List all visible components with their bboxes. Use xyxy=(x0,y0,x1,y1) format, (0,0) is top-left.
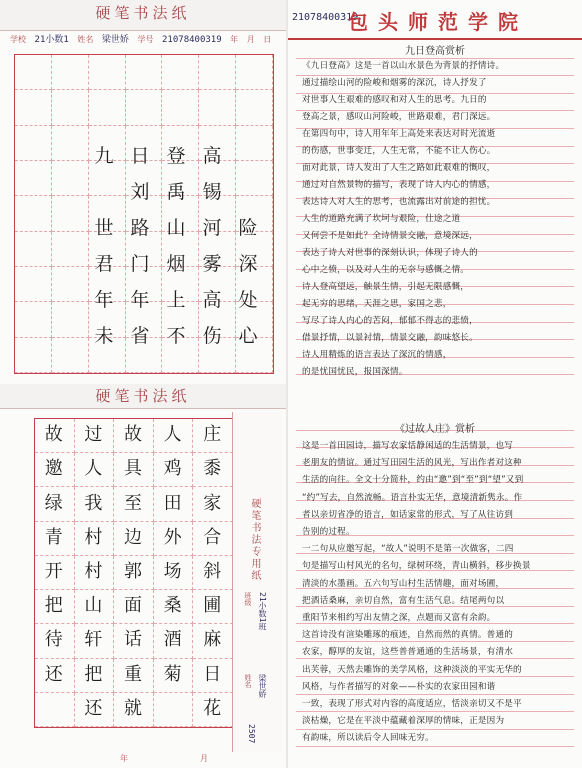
sheet-banner-title: 硬笔书法纸 xyxy=(95,4,191,22)
poem-column-char: 外 xyxy=(163,526,182,548)
essay-line: 清淡的水墨画。五六句写山村生活情趣，面对场圃， xyxy=(302,578,505,589)
school-label: 学校 xyxy=(10,35,26,44)
poem-column-char: 菊 xyxy=(163,663,182,685)
poem-column-char: 花 xyxy=(203,697,222,719)
poem-author-char: 禹 xyxy=(166,181,186,203)
poem-author-char: 刘 xyxy=(130,181,150,203)
name-label: 姓名 xyxy=(77,35,94,44)
grid-cell xyxy=(52,126,89,161)
poem-column-char: 山 xyxy=(84,595,103,617)
essay-line: 生活的向往。全文十分简朴，约由“邀”到“至”到“望”又到 xyxy=(302,475,524,486)
essay-line: 诗人用精炼的语言表达了深沉的情感， xyxy=(302,350,452,360)
poem-line-char: 险 xyxy=(238,217,258,239)
grid-cell xyxy=(15,161,52,196)
poem-line-char: 烟 xyxy=(166,253,186,275)
grid-cell xyxy=(15,267,52,302)
essay-line: 对世事人生艰难的感叹和对人生的思考。九日的 xyxy=(302,95,487,105)
sheet-meta-row xyxy=(10,32,276,48)
essay-line: 者以亲切省净的语言，如话家常的形式，写了从往访到 xyxy=(302,509,514,520)
essay-line: 淡枯燥，它是在平淡中蕴藏着深厚的情味，正是因为 xyxy=(302,716,505,727)
class-label: 班级 xyxy=(244,592,252,606)
poem-column-char: 人 xyxy=(84,458,103,480)
essay-line: 出芙蓉，天然去雕饰的美学风格，这种淡淡的平实无华的 xyxy=(302,664,522,675)
poem-column-char: 就 xyxy=(124,697,142,719)
poem-column-char: 合 xyxy=(203,526,222,548)
class-handwritten: 21小数1班 xyxy=(258,592,267,631)
essay-title: 九日登高赏析 xyxy=(405,46,465,57)
footer-month: 月 xyxy=(200,754,208,763)
essay-line: 在第四句中，诗人用年年上高处来表达对时光流逝 xyxy=(302,129,496,139)
poem-line-char: 未 xyxy=(94,325,114,347)
student-no-handwritten: 21078400319 xyxy=(162,35,222,45)
poem-title-char: 日 xyxy=(130,145,150,167)
poem-line-char: 年 xyxy=(94,289,114,311)
essay-line: 写尽了诗人内心的苦闷，郁郁不得志的悲愤， xyxy=(302,316,478,326)
poem-column-char: 还 xyxy=(44,663,63,685)
grid-cell xyxy=(126,55,163,90)
poem-column-char: 郭 xyxy=(124,561,142,582)
poem-column-char: 至 xyxy=(124,492,142,514)
grid-cell xyxy=(199,55,236,90)
top-left-calligraphy-sheet xyxy=(0,0,286,384)
essay-line: 借景抒情，以景衬情，情景交融，韵味悠长。 xyxy=(302,333,478,343)
poem-title-char: 高 xyxy=(202,145,222,167)
essay-line: 表达了诗人对世事的深刻认识，体现了诗人的 xyxy=(302,248,478,258)
grid-cell xyxy=(52,338,89,373)
poem-column-char: 开 xyxy=(44,561,63,582)
poem-line-char: 路 xyxy=(130,217,150,239)
college-header xyxy=(288,0,582,40)
essay-line: 《九日登高》这是一首以山水景色为背景的抒情诗。 xyxy=(302,61,505,71)
poem-column-char: 斜 xyxy=(203,561,222,582)
grid-cell xyxy=(52,302,89,337)
grid-cell xyxy=(236,90,273,125)
grid-cell xyxy=(15,90,52,125)
grid-cell xyxy=(236,161,273,196)
poem-line-char: 上 xyxy=(166,289,186,311)
essay-line: 风格，与作者描写的对象——朴实的农家田园和谐 xyxy=(302,681,496,692)
poem-line-char: 省 xyxy=(130,325,150,347)
poem-column-char: 日 xyxy=(203,663,222,685)
poem-line-char: 河 xyxy=(202,217,222,239)
poem-line-char: 不 xyxy=(166,325,186,347)
grid-cell xyxy=(35,693,75,727)
essay-line: 诗人登高望远，触景生情，引起无限感慨， xyxy=(302,282,470,292)
poem-column-char: 我 xyxy=(84,492,103,514)
college-name: 包头师范学院 xyxy=(348,10,528,34)
essay-line: 又何尝不是如此？全诗情景交融，意境深远， xyxy=(302,231,478,241)
poem-column-char: 田 xyxy=(163,492,182,514)
essay-line: 人生的道路充满了坎坷与艰险，仕途之道 xyxy=(302,214,461,224)
poem-column-char: 待 xyxy=(44,629,63,651)
poem-line-char: 心 xyxy=(238,325,258,347)
poem-column-char: 桑 xyxy=(163,595,182,617)
poem-column-char: 把 xyxy=(84,663,103,685)
poem-column-char: 过 xyxy=(84,424,103,446)
poem-column-char: 还 xyxy=(84,697,103,719)
essay-line: 老朋友的情谊。通过写田园生活的风光，写出作者对这种 xyxy=(302,458,522,469)
sheet-banner xyxy=(0,384,286,409)
poem-column-char: 故 xyxy=(124,424,142,446)
poem-title-char: 登 xyxy=(166,145,186,167)
essay-line: 通过对自然景物的描写，表现了诗人内心的情感， xyxy=(302,180,496,190)
poem-column-char: 鸡 xyxy=(163,458,182,480)
poem-column-char: 面 xyxy=(124,595,142,617)
side-title: 硬笔书法专用纸 xyxy=(249,498,260,582)
essay-line: 一二句从应邀写起，“故人”说明不是第一次做客，二四 xyxy=(302,544,514,555)
essay-line: 登高之景，感叹山河险峻，世路艰难，君门深远。 xyxy=(302,112,496,122)
grid-cell xyxy=(52,232,89,267)
student-no-label: 学号 xyxy=(137,35,154,44)
grid-cell xyxy=(15,302,52,337)
number-handwritten: 2507 xyxy=(247,724,256,744)
footer-year: 年 xyxy=(120,754,128,763)
sheet-banner-title: 硬笔书法纸 xyxy=(95,387,191,405)
grid-cell xyxy=(15,338,52,373)
poem-column-char: 故 xyxy=(44,424,63,446)
poem-line-char: 高 xyxy=(202,289,222,311)
poem-line-char: 山 xyxy=(166,217,186,239)
poem-line-char: 处 xyxy=(238,289,258,311)
student-id-handwritten: 21078400319 xyxy=(292,12,359,23)
side-strip xyxy=(232,412,283,752)
poem-line-char: 年 xyxy=(130,289,150,311)
grid-cell xyxy=(15,196,52,231)
poem-column-char: 家 xyxy=(203,492,222,514)
grid-cell xyxy=(15,126,52,161)
poem-column-char: 人 xyxy=(163,424,182,446)
name-label: 姓名 xyxy=(244,674,252,688)
poem-column-char: 轩 xyxy=(84,629,103,651)
poem-column-char: 酒 xyxy=(163,629,182,651)
poem-line-char: 君 xyxy=(94,253,114,275)
grid-cell xyxy=(236,55,273,90)
grid-cell xyxy=(15,232,52,267)
grid-cell xyxy=(52,90,89,125)
essay-line: 农家，醇厚的友谊，这些普普通通的生活场景，有清水 xyxy=(302,647,514,658)
poem-column-char: 村 xyxy=(84,561,103,582)
year-label: 年 xyxy=(230,35,239,44)
poem-column-char: 村 xyxy=(84,526,103,548)
essay-line: 告别的过程。 xyxy=(302,527,355,537)
poem-column-char: 具 xyxy=(124,458,142,480)
day-label: 日 xyxy=(263,35,272,44)
poem-line-char: 伤 xyxy=(202,325,222,347)
name-handwritten: 梁世娇 xyxy=(258,674,267,698)
essay-line: 把酒话桑麻，亲切自然，富有生活气息。结尾两句以 xyxy=(302,595,505,606)
grid-cell xyxy=(52,267,89,302)
essay-line: 起无穷的思绪，天涯之思，家国之悲， xyxy=(302,299,452,309)
essay-line: 这首诗没有渲染雕琢的痕迹，自然而然的真情。普通的 xyxy=(302,630,514,641)
essay-line: 的伤感，世事变迁，人生无常，不能不让人伤心。 xyxy=(302,146,496,156)
poem-column-char: 黍 xyxy=(203,458,222,480)
essay-line: 的是忧国忧民，报国深情。 xyxy=(302,367,408,377)
poem-column-char: 话 xyxy=(124,629,142,651)
essay-line: 重阳节来相约写出友情之深，点题而又富有余韵。 xyxy=(302,613,496,623)
essay-line: 这是一首田园诗，描写农家恬静闲适的生活情景，也写 xyxy=(302,441,514,451)
poem-column-char: 庄 xyxy=(203,424,222,446)
grid-cell xyxy=(199,90,236,125)
essay-line: 表达诗人对人生的思考，也流露出对前途的担忧。 xyxy=(302,197,496,207)
grid-cell xyxy=(162,90,199,125)
poem-line-char: 雾 xyxy=(202,253,222,275)
essay-line: 心中之愤，以及对人生的无奈与感慨之情。 xyxy=(302,265,470,275)
poem-column-char: 圃 xyxy=(203,595,222,617)
grid-cell xyxy=(126,90,163,125)
essay-line: 通过描绘山河的险峻和烟雾的深沉，诗人抒发了 xyxy=(302,78,487,88)
poem-title-char: 九 xyxy=(94,145,114,167)
essay-title: 《过故人庄》赏析 xyxy=(395,424,475,435)
poem-column-char: 边 xyxy=(124,526,142,548)
poem-line-char: 深 xyxy=(238,253,258,275)
grid-cell xyxy=(52,161,89,196)
poem-column-char: 场 xyxy=(163,561,182,582)
top-right-essay-sheet xyxy=(288,0,582,384)
grid-cell xyxy=(52,196,89,231)
poem-column-char: 把 xyxy=(44,595,63,617)
bottom-left-calligraphy-sheet xyxy=(0,384,286,768)
poem-column-char: 青 xyxy=(44,526,63,548)
essay-line: “约”写去，自然流畅。语言朴实无华，意境清新隽永。作 xyxy=(302,492,523,503)
month-label: 月 xyxy=(246,35,255,44)
essay-line: 有韵味，所以读后令人回味无穷。 xyxy=(302,733,434,744)
grid-cell xyxy=(154,693,194,727)
bottom-right-essay-sheet xyxy=(288,384,582,768)
poem-line-char: 世 xyxy=(94,217,114,239)
grid-cell xyxy=(15,55,52,90)
poem-author-char: 锡 xyxy=(202,181,222,203)
sheet-banner xyxy=(0,0,286,31)
poem-column-char: 绿 xyxy=(44,492,63,514)
name-handwritten: 梁世娇 xyxy=(101,35,129,45)
poem-column-char: 麻 xyxy=(203,629,222,651)
grid-cell xyxy=(52,55,89,90)
school-handwritten: 21小数1 xyxy=(34,35,69,45)
grid-cell xyxy=(89,55,126,90)
grid-cell xyxy=(236,126,273,161)
poem-column-char: 邀 xyxy=(44,458,63,480)
essay-line: 一致，表现了形式对内容的高度适应，恬淡亲切又不是平 xyxy=(302,699,522,709)
grid-cell xyxy=(162,55,199,90)
grid-cell xyxy=(89,90,126,125)
poem-column-char: 重 xyxy=(124,663,142,685)
poem-line-char: 门 xyxy=(130,253,150,275)
essay-line: 句是描写山村风光的名句，绿树环绕，青山横斜，移步换景 xyxy=(302,561,531,572)
essay-line: 面对此景，诗人发出了人生之路如此艰难的慨叹， xyxy=(302,163,496,173)
